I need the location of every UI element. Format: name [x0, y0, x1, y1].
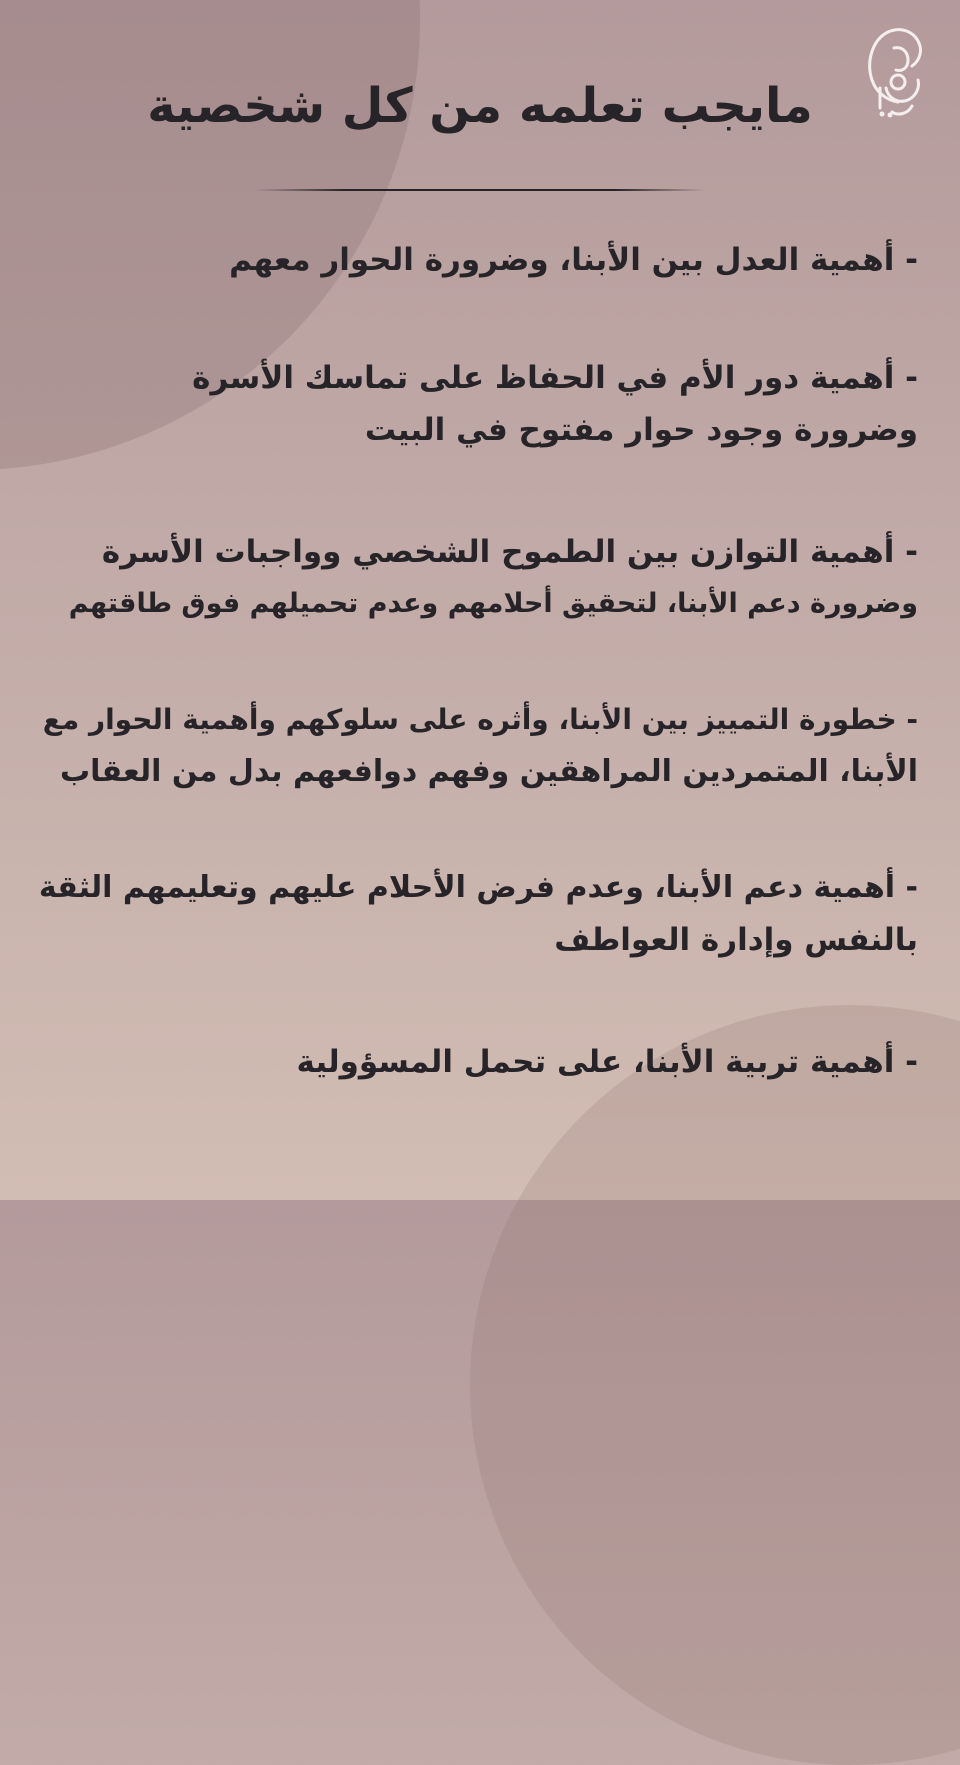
list-item-line: وضرورة وجود حوار مفتوح في البيت — [364, 412, 918, 448]
list-item — [38, 234, 918, 286]
list-item-line: - أهمية التوازن بين الطموح الشخصي وواجبات الأسرة — [101, 534, 918, 570]
list-item-line: بالنفس وإدارة العواطف — [554, 922, 918, 958]
list-item-line: - خطورة التمييز بين الأبنا، وأثره على سلوكهم وأهمية الحوار مع — [42, 703, 918, 736]
page-title: مايجب تعلمه من كل شخصية — [147, 78, 813, 134]
list-item-line: - أهمية دور الأم في الحفاظ على تماسك الأسرة — [192, 360, 918, 396]
title-divider — [255, 189, 705, 191]
list-item — [38, 862, 918, 966]
list-item — [38, 526, 918, 630]
background-circle-bottom — [470, 1005, 960, 1765]
list-item-line: - أهمية تربية الأبنا، على تحمل المسؤولية — [296, 1044, 918, 1080]
list-item-line: وضرورة دعم الأبنا، لتحقيق أحلامهم وعدم تحميلهم فوق طاقتهم — [68, 588, 918, 619]
list-item — [38, 1036, 918, 1088]
list-item-line: - أهمية العدل بين الأبنا، وضرورة الحوار معهم — [229, 242, 918, 278]
list-item — [38, 352, 918, 456]
list-item-line: - أهمية دعم الأبنا، وعدم فرض الأحلام عليهم وتعليمهم الثقة — [38, 870, 918, 905]
list-item-line: الأبنا، المتمردين المراهقين وفهم دوافعهم بدل من العقاب — [59, 754, 918, 789]
list-item — [38, 694, 918, 798]
